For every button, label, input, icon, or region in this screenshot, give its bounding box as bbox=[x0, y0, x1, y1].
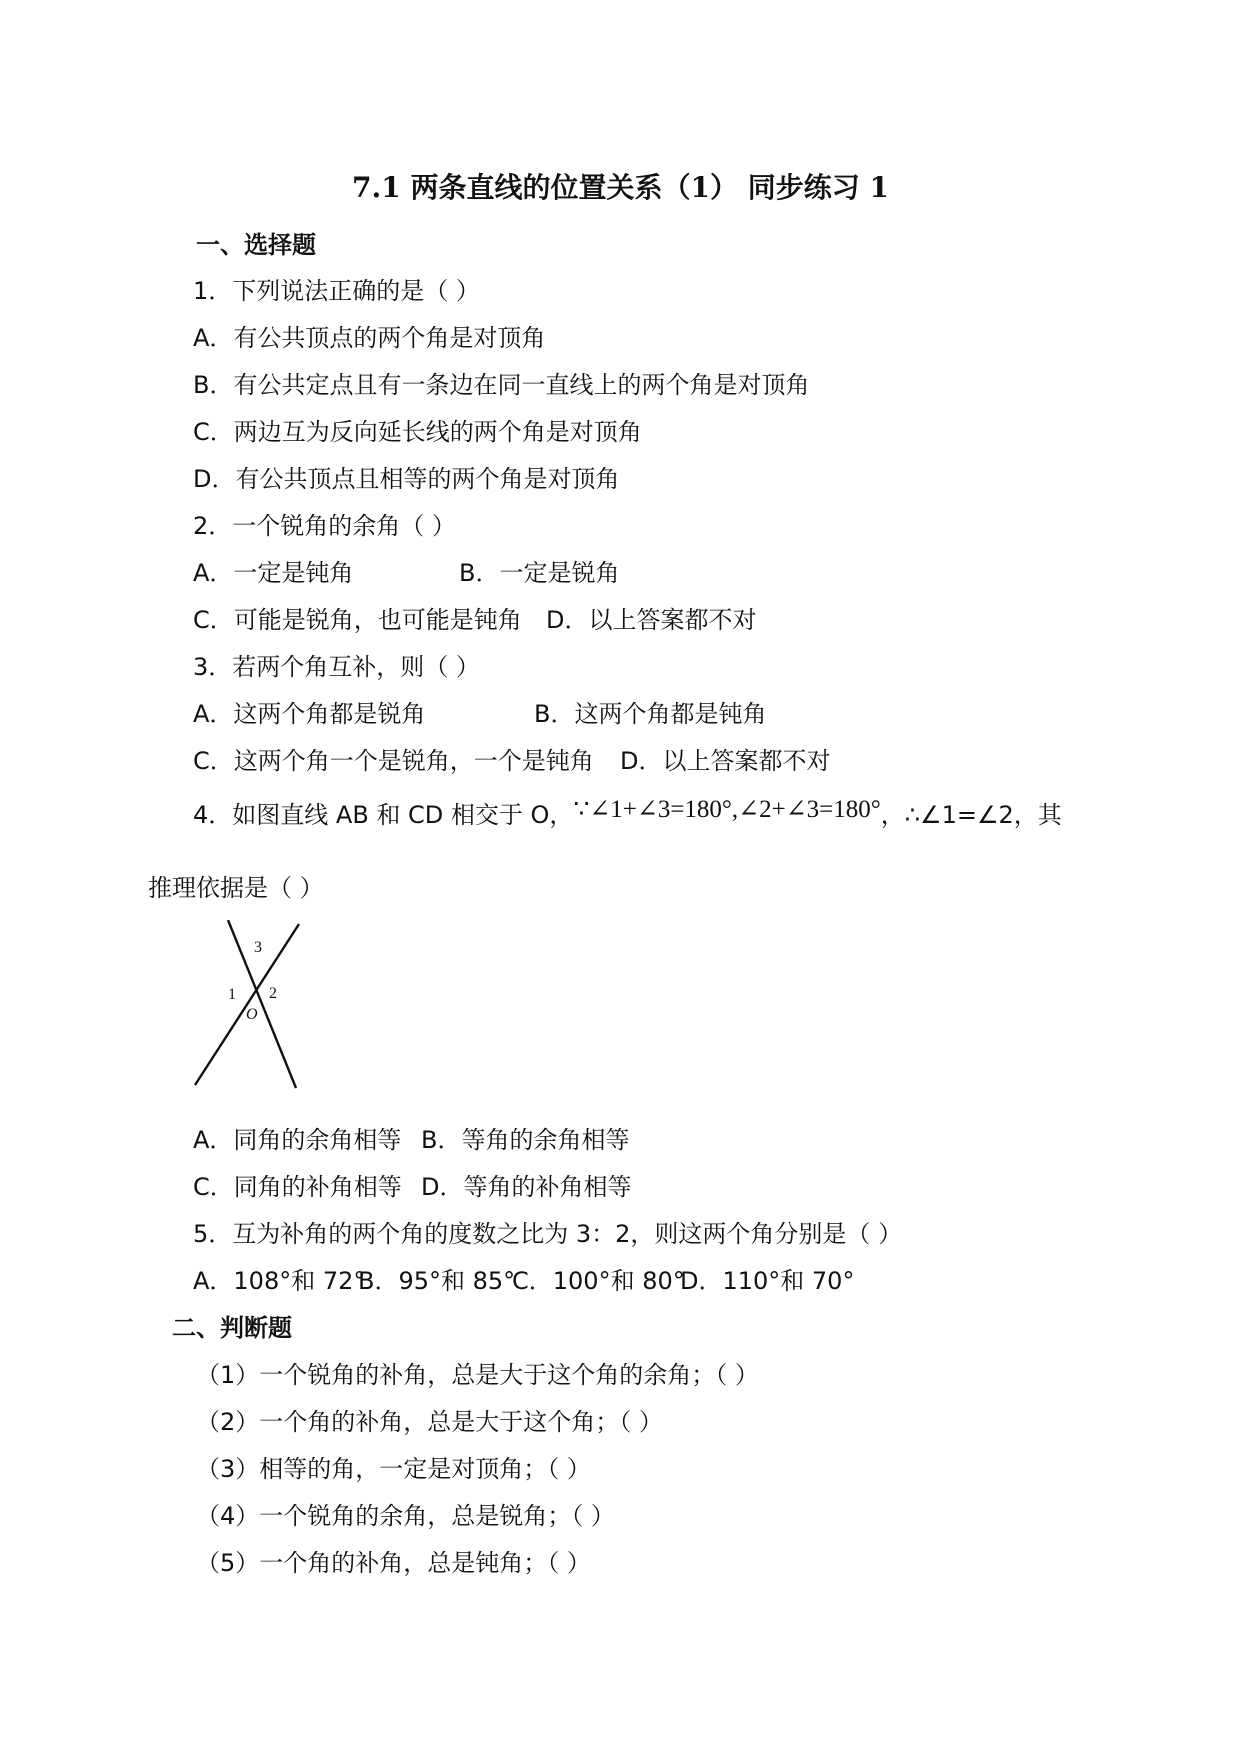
judgement-item-2: （2）一个角的补角，总是大于这个角；（ ） bbox=[196, 1408, 663, 1436]
question-1-stem: 1．下列说法正确的是（ ） bbox=[193, 277, 480, 305]
question-3-stem: 3．若两个角互补，则（ ） bbox=[193, 653, 480, 681]
question-2-option-b: B．一定是锐角 bbox=[459, 559, 620, 587]
section-heading-choice: 一、选择题 bbox=[196, 231, 316, 259]
page-title: 7.1 两条直线的位置关系（1） 同步练习 1 bbox=[352, 171, 889, 204]
question-1-option-b: B．有公共定点且有一条边在同一直线上的两个角是对顶角 bbox=[193, 371, 810, 399]
question-4-option-b: B．等角的余角相等 bbox=[421, 1126, 630, 1154]
question-4-stem-line2: 推理依据是（ ） bbox=[148, 874, 324, 902]
question-5-option-d: D．110°和 70° bbox=[680, 1267, 855, 1295]
line-ab bbox=[195, 924, 299, 1085]
question-1-option-a: A．有公共顶点的两个角是对顶角 bbox=[193, 324, 546, 352]
question-3-option-c: C．这两个角一个是锐角，一个是钝角 bbox=[193, 747, 594, 775]
question-4-option-a: A．同角的余角相等 bbox=[193, 1126, 402, 1154]
question-5-stem: 5．互为补角的两个角的度数之比为 3：2，则这两个角分别是（ ） bbox=[193, 1220, 903, 1248]
angle-2-label: 2 bbox=[269, 985, 277, 1002]
question-4-stem bbox=[193, 796, 1062, 831]
question-5-option-a: A．108°和 72° bbox=[193, 1267, 366, 1295]
question-1-option-d: D．有公共顶点且相等的两个角是对顶角 bbox=[193, 465, 620, 493]
question-5-option-c: C．100°和 80° bbox=[512, 1267, 685, 1295]
judgement-item-3: （3）相等的角，一定是对顶角；（ ） bbox=[196, 1455, 591, 1483]
question-2-option-c: C．可能是锐角，也可能是钝角 bbox=[193, 606, 522, 634]
intersecting-lines-figure bbox=[186, 920, 316, 1090]
angle-3-label: 3 bbox=[254, 939, 262, 956]
section-heading-judgement: 二、判断题 bbox=[172, 1314, 292, 1342]
question-2-option-a: A．一定是钝角 bbox=[193, 559, 354, 587]
question-1-option-c: C．两边互为反向延长线的两个角是对顶角 bbox=[193, 418, 642, 446]
question-3-option-a: A．这两个角都是锐角 bbox=[193, 700, 426, 728]
question-4-formula: ∵∠1+∠3=180°,∠2+∠3=180° bbox=[573, 796, 881, 823]
judgement-item-5: （5）一个角的补角，总是钝角；（ ） bbox=[196, 1549, 591, 1577]
question-2-option-d: D．以上答案都不对 bbox=[546, 606, 757, 634]
question-2-stem: 2．一个锐角的余角（ ） bbox=[193, 512, 456, 540]
judgement-item-1: （1）一个锐角的补角，总是大于这个角的余角；（ ） bbox=[196, 1361, 759, 1389]
question-4-option-d: D．等角的补角相等 bbox=[421, 1173, 632, 1201]
question-3-option-d: D．以上答案都不对 bbox=[620, 747, 831, 775]
point-o-label: O bbox=[246, 1006, 258, 1023]
question-3-option-b: B．这两个角都是钝角 bbox=[534, 700, 767, 728]
judgement-item-4: （4）一个锐角的余角，总是锐角；（ ） bbox=[196, 1502, 615, 1530]
question-5-option-b: B．95°和 85° bbox=[358, 1267, 516, 1295]
angle-1-label: 1 bbox=[228, 986, 236, 1003]
question-4-stem-part1: 4．如图直线 AB 和 CD 相交于 O， bbox=[193, 801, 574, 829]
question-4-option-c: C．同角的补角相等 bbox=[193, 1173, 402, 1201]
question-4-stem-part2: ，∴∠1=∠2，其 bbox=[880, 801, 1062, 829]
